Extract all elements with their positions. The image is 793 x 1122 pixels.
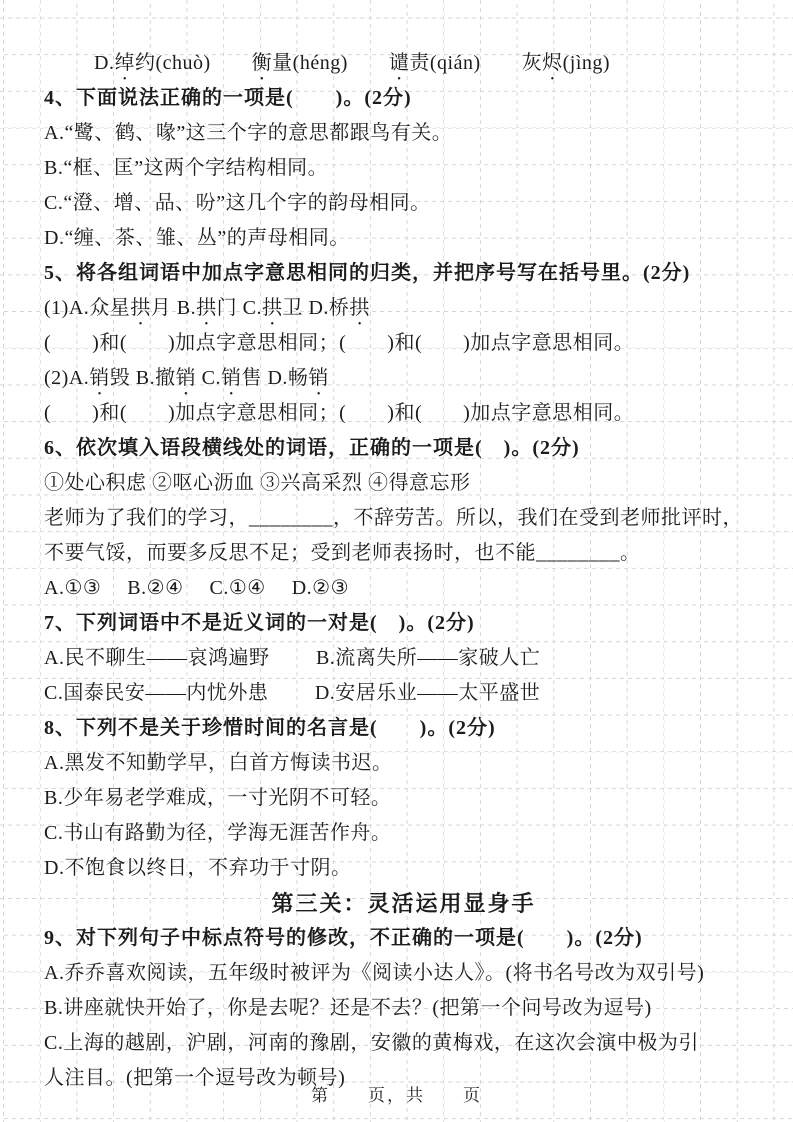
question-6-passage-line-2: 不要气馁，而要多反思不足；受到老师表扬时，也不能________。 — [44, 542, 641, 564]
question-7-options-cd: C.国泰民安——内忧外患 D.安居乐业——太平盛世 — [44, 682, 541, 704]
question-7-stem: 7、下列词语中不是近义词的一对是( )。(2分) — [44, 612, 475, 634]
question-6-options: A.①③ B.②④ C.①④ D.②③ — [44, 577, 350, 599]
question-4-option-d: D.“缠、茶、雏、丛”的声母相同。 — [44, 227, 350, 249]
question-8-option-c: C.书山有路勤为径，学海无涯苦作舟。 — [44, 822, 392, 844]
question-5-group-1: (1)A.众星拱月 B.拱门 C.拱卫 D.桥拱 — [44, 297, 370, 319]
exam-content — [44, 46, 763, 1096]
question-5-stem: 5、将各组词语中加点字意思相同的归类，并把序号写在括号里。(2分) — [44, 262, 691, 284]
emphasis-dot-char: 销 — [220, 367, 242, 389]
question-4-option-a: A.“鹭、鹤、喙”这三个字的意思都跟鸟有关。 — [44, 122, 453, 144]
question-9-option-b: B.讲座就快开始了，你是去呢？还是不去？(把第一个问号改为逗号) — [44, 997, 652, 1019]
emphasis-dot-char: 谴 — [388, 52, 410, 74]
pinyin-option-d-line: D.绰约(chuò) 衡量(héng) 谴责(qián) 灰烬(jìng) — [94, 52, 611, 74]
emphasis-dot-char: 拱 — [261, 297, 283, 319]
emphasis-dot-char: 销 — [175, 367, 197, 389]
question-6-passage-line-1: 老师为了我们的学习，________，不辞劳苦。所以，我们在受到老师批评时， — [44, 507, 743, 529]
question-7-options-ab: A.民不聊生——哀鸿遍野 B.流离失所——家破人亡 — [44, 647, 541, 669]
question-5-group-2: (2)A.销毁 B.撤销 C.销售 D.畅销 — [44, 367, 329, 389]
emphasis-dot-char: 绰 — [114, 52, 135, 74]
question-4-option-c: C.“澄、增、品、吩”这几个字的韵母相同。 — [44, 192, 431, 214]
question-4-stem: 4、下面说法正确的一项是( )。(2分) — [44, 87, 412, 109]
question-6-stem: 6、依次填入语段横线处的词语，正确的一项是( )。(2分) — [44, 437, 580, 459]
question-5-answer-blanks-2: ( )和( )加点字意思相同；( )和( )加点字意思相同。 — [44, 402, 635, 424]
emphasis-dot-char: 烬 — [542, 52, 563, 74]
question-5-answer-blanks-1: ( )和( )加点字意思相同；( )和( )加点字意思相同。 — [44, 332, 635, 354]
question-9-option-c-line-2: 人注目。(把第一个逗号改为顿号) — [44, 1067, 346, 1089]
question-9-option-c-line-1: C.上海的越剧，沪剧，河南的豫剧，安徽的黄梅戏，在这次会演中极为引 — [44, 1032, 699, 1054]
question-4-option-b: B.“框、匡”这两个字结构相同。 — [44, 157, 329, 179]
question-8-stem: 8、下列不是关于珍惜时间的名言是( )。(2分) — [44, 717, 496, 739]
emphasis-dot-char: 拱 — [349, 297, 370, 319]
question-6-word-choices: ①处心积虑 ②呕心沥血 ③兴高采烈 ④得意忘形 — [44, 472, 471, 494]
question-8-option-b: B.少年易老学难成，一寸光阴不可轻。 — [44, 787, 392, 809]
emphasis-dot-char: 销 — [89, 367, 110, 389]
emphasis-dot-char: 拱 — [196, 297, 217, 319]
question-8-option-a: A.黑发不知勤学早，白首方悔读书迟。 — [44, 752, 393, 774]
section-3-heading: 第三关：灵活运用显身手 — [271, 891, 536, 916]
emphasis-dot-char: 拱 — [130, 297, 151, 319]
emphasis-dot-char: 销 — [308, 367, 329, 389]
emphasis-dot-char: 衡 — [251, 52, 273, 74]
question-8-option-d: D.不饱食以终日，不弃功于寸阴。 — [44, 857, 352, 879]
page-number-footer: 第 页，共 页 — [311, 1086, 482, 1105]
question-9-stem: 9、对下列句子中标点符号的修改，不正确的一项是( )。(2分) — [44, 927, 643, 949]
question-9-option-a: A.乔乔喜欢阅读，五年级时被评为《阅读小达人》。(将书名号改为双引号) — [44, 962, 705, 984]
